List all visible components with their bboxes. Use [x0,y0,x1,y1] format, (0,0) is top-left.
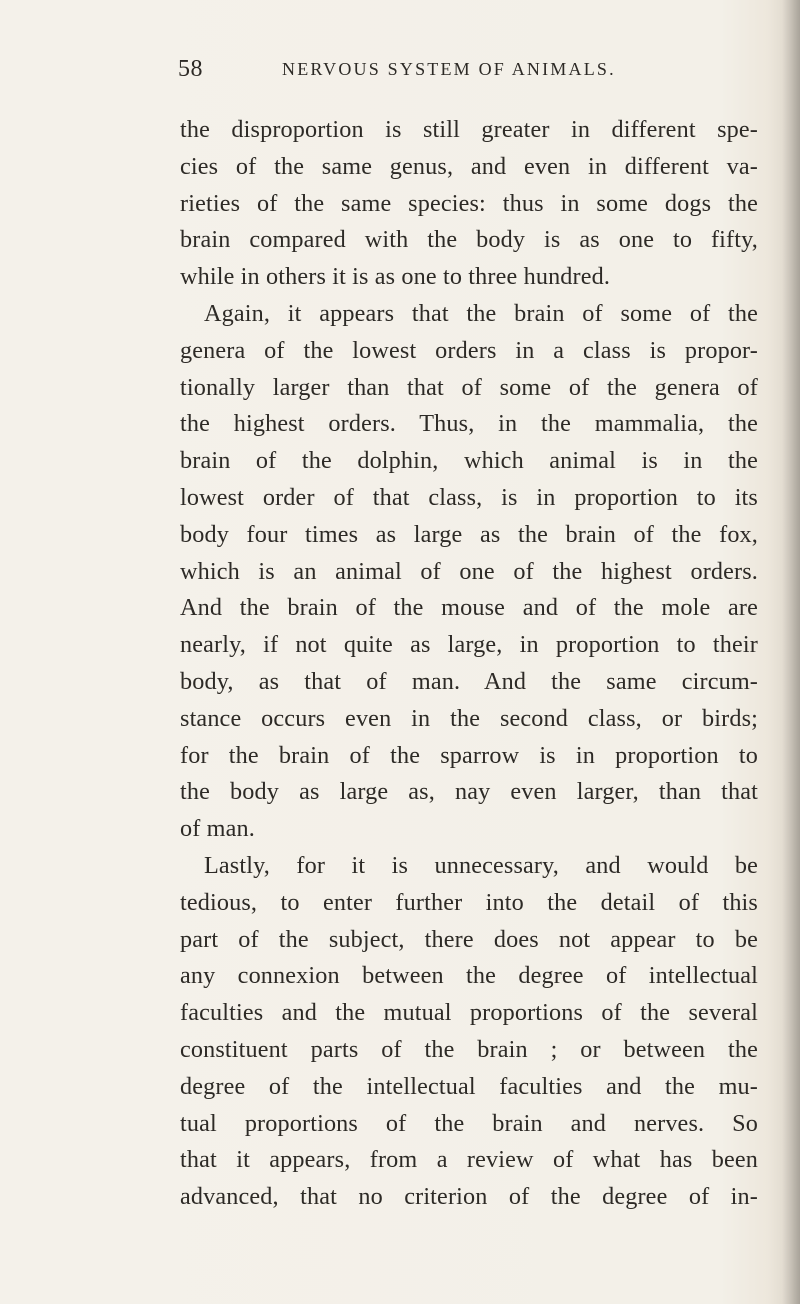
text-line: tedious, to enter further into the detail of this [180,888,758,916]
text-line: while in others it is as one to three hundred. [180,263,611,291]
page-edge-shadow [782,0,800,1304]
text-line: nearly, if not quite as large, in proportion to their [180,631,758,659]
text-line: Lastly, for it is unnecessary, and would be [204,851,758,879]
text-line: tionally larger than that of some of the genera of [180,373,758,401]
text-line: the highest orders. Thus, in the mammalia, the [180,410,758,438]
text-line: brain of the dolphin, which animal is in the [180,447,758,475]
text-line: Again, it appears that the brain of some of the [204,299,758,327]
text-line: genera of the lowest orders in a class is propor- [180,336,758,364]
text-line: And the brain of the mouse and of the mole are [180,594,758,622]
text-line: any connexion between the degree of intellectual [180,962,758,990]
text-line: that it appears, from a review of what has been [180,1146,758,1174]
page-number: 58 [178,56,203,82]
text-line: degree of the intellectual faculties and the mu- [180,1072,758,1100]
running-head: NERVOUS SYSTEM OF ANIMALS. [282,59,616,79]
text-line: which is an animal of one of the highest orders. [180,557,758,585]
text-line: constituent parts of the brain ; or between the [180,1035,758,1063]
text-line: of man. [180,815,255,843]
text-line: cies of the same genus, and even in different va- [180,152,758,180]
text-line: body four times as large as the brain of the fox, [180,520,758,548]
text-line: the body as large as, nay even larger, than that [180,778,758,806]
page-header [178,49,698,89]
text-line: faculties and the mutual proportions of the several [180,999,758,1027]
text-line: brain compared with the body is as one to fifty, [180,226,758,254]
text-line: stance occurs even in the second class, or birds; [180,704,758,732]
text-line: tual proportions of the brain and nerves. So [180,1109,758,1137]
text-line: the disproportion is still greater in different spe- [180,116,758,143]
body-text [180,112,758,1216]
text-line: advanced, that no criterion of the degree of in- [180,1183,758,1211]
text-line: part of the subject, there does not appear to be [180,925,758,953]
text-line: rieties of the same species: thus in some dogs the [180,189,758,217]
text-line: body, as that of man. And the same circum- [180,667,758,695]
text-line: lowest order of that class, is in proportion to its [180,483,758,511]
text-line: for the brain of the sparrow is in proportion to [180,741,758,769]
